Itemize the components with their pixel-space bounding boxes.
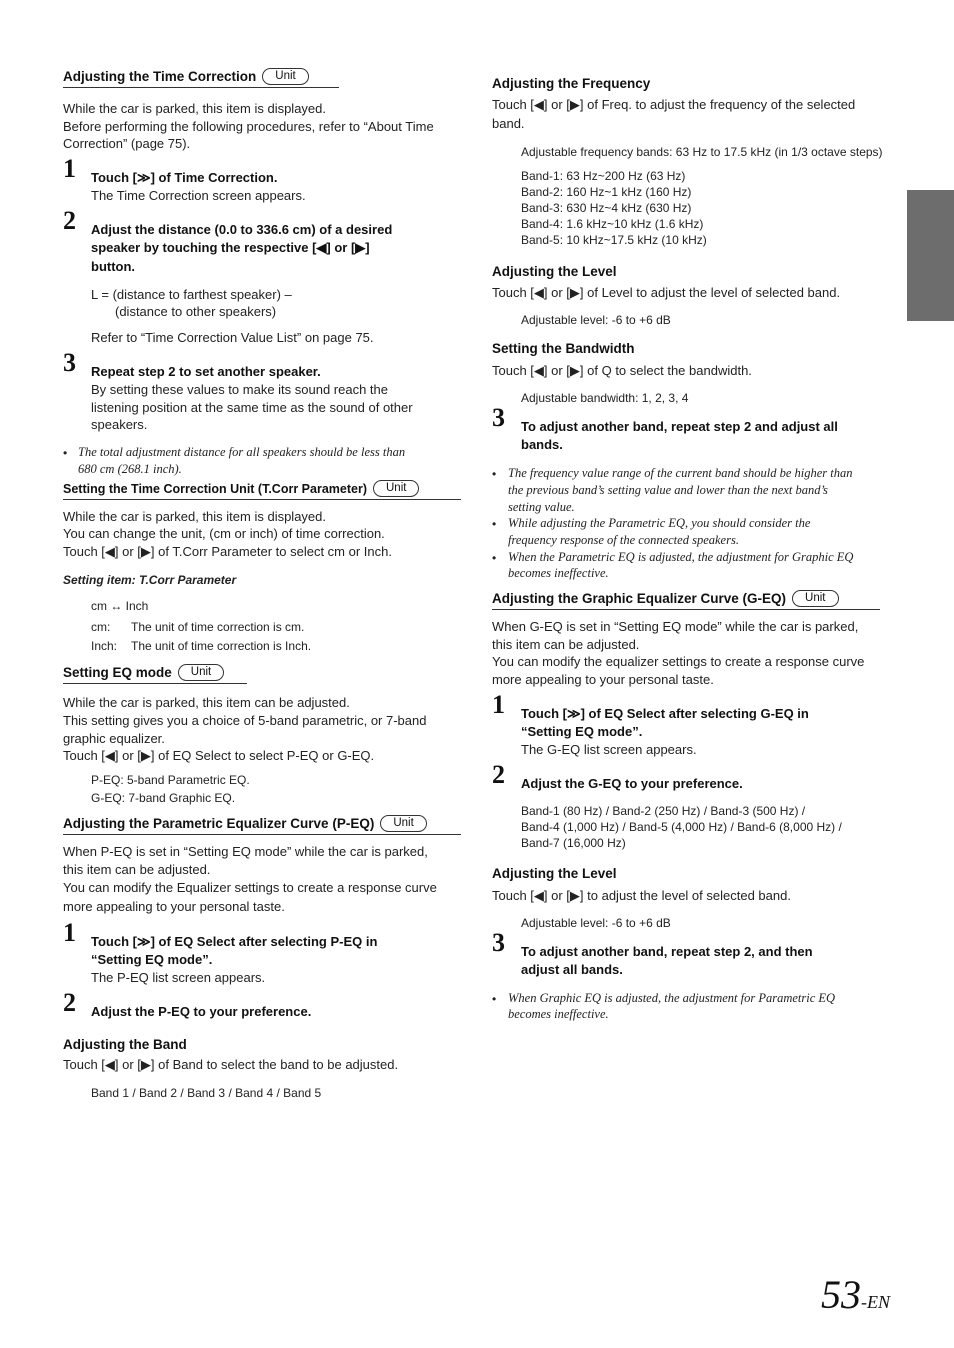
text: Adjustable bandwidth: 1, 2, 3, 4: [521, 391, 689, 405]
unit-badge: Unit: [373, 480, 419, 497]
unit-badge: Unit: [262, 68, 308, 85]
text: Touch [◀] or [▶] of Band to select the band to be adjusted.: [63, 1057, 399, 1072]
band-list: Band-1 (80 Hz) / Band-2 (250 Hz) / Band-3 (500 Hz) /: [521, 804, 806, 818]
step-title: Touch [≫] of EQ Select after selecting P-EQ in: [91, 934, 378, 949]
subheading: Setting the Bandwidth: [492, 341, 635, 356]
time-correction-heading: Adjusting the Time Correction Unit: [63, 68, 339, 88]
step-number: 1: [63, 918, 76, 947]
step-title: Adjust the P-EQ to your preference.: [91, 1004, 312, 1019]
step-title: adjust all bands.: [521, 962, 623, 977]
note: The frequency value range of the current band should be higher than: [508, 466, 853, 480]
step-desc: listening position at the same time as the sound of other: [91, 400, 413, 415]
step-desc: The P-EQ list screen appears.: [91, 970, 266, 985]
subheading: Adjusting the Level: [492, 866, 617, 881]
section-tab: [907, 190, 954, 321]
option-value: The unit of time correction is Inch.: [131, 639, 312, 653]
text: You can modify the Equalizer settings to create a response curve: [63, 880, 437, 895]
note: 680 cm (268.1 inch).: [78, 462, 182, 476]
text: When P-EQ is set in “Setting EQ mode” while the car is parked,: [63, 844, 428, 859]
step-number: 2: [63, 206, 76, 235]
bullet: •: [492, 467, 497, 481]
note: setting value.: [508, 500, 575, 514]
option: cm ↔ Inch: [91, 599, 149, 613]
formula: (distance to other speakers): [115, 304, 277, 319]
step-title: To adjust another band, repeat step 2 and adjust all: [521, 419, 838, 434]
text: You can change the unit, (cm or inch) of time correction.: [63, 526, 385, 541]
text: Touch [◀] or [▶] of Level to adjust the level of selected band.: [492, 285, 841, 300]
band-item: Band-1: 63 Hz~200 Hz (63 Hz): [521, 169, 686, 183]
text: Refer to “Time Correction Value List” on page 75.: [91, 330, 374, 345]
step-title: button.: [91, 259, 136, 274]
setting-item: Setting item: T.Corr Parameter: [63, 573, 237, 587]
text: Touch [◀] or [▶] to adjust the level of selected band.: [492, 888, 791, 903]
note: frequency response of the connected speakers.: [508, 533, 739, 547]
text: Adjustable level: -6 to +6 dB: [521, 313, 671, 327]
band-item: Band-5: 10 kHz~17.5 kHz (10 kHz): [521, 233, 707, 247]
band-item: Band-3: 630 Hz~4 kHz (630 Hz): [521, 201, 692, 215]
step-title: “Setting EQ mode”.: [91, 952, 213, 967]
text: more appealing to your personal taste.: [492, 672, 714, 687]
step-desc: The G-EQ list screen appears.: [521, 742, 697, 757]
note: The total adjustment distance for all speakers should be less than: [78, 445, 406, 459]
unit-badge: Unit: [178, 664, 224, 681]
text: While the car is parked, this item is displayed.: [63, 509, 326, 524]
step-title: Repeat step 2 to set another speaker.: [91, 364, 321, 379]
geq-heading: Adjusting the Graphic Equalizer Curve (G-EQ) Unit: [492, 590, 880, 610]
bullet: •: [492, 992, 497, 1006]
unit-badge: Unit: [380, 815, 426, 832]
band-list: Band-7 (16,000 Hz): [521, 836, 626, 850]
bullet: •: [492, 551, 497, 565]
bullet: •: [63, 446, 68, 460]
step-title: bands.: [521, 437, 563, 452]
note: becomes ineffective.: [508, 1007, 609, 1021]
option-value: The unit of time correction is cm.: [131, 620, 305, 634]
text: Adjustable level: -6 to +6 dB: [521, 916, 671, 930]
formula: L = (distance to farthest speaker) –: [91, 287, 292, 302]
band-item: Band-4: 1.6 kHz~10 kHz (1.6 kHz): [521, 217, 704, 231]
text: Correction” (page 75).: [63, 136, 191, 151]
band-list: Band-4 (1,000 Hz) / Band-5 (4,000 Hz) / Band-6 (8,000 Hz) /: [521, 820, 842, 834]
option-key: cm:: [91, 620, 111, 634]
text: Before performing the following procedures, refer to “About Time: [63, 119, 434, 134]
text: Touch [◀] or [▶] of Q to select the bandwidth.: [492, 363, 752, 378]
eq-mode-heading: Setting EQ mode Unit: [63, 664, 247, 684]
text: this item can be adjusted.: [492, 637, 640, 652]
step-title: Touch [≫] of Time Correction.: [91, 170, 278, 185]
step-title: “Setting EQ mode”.: [521, 724, 643, 739]
text: This setting gives you a choice of 5-band parametric, or 7-band: [63, 713, 427, 728]
band-item: Band-2: 160 Hz~1 kHz (160 Hz): [521, 185, 692, 199]
text: When G-EQ is set in “Setting EQ mode” while the car is parked,: [492, 619, 859, 634]
step-number: 3: [492, 403, 505, 432]
band-list: Band 1 / Band 2 / Band 3 / Band 4 / Band 5: [91, 1086, 322, 1100]
step-number: 1: [63, 154, 76, 183]
note: When Graphic EQ is adjusted, the adjustment for Parametric EQ: [508, 991, 836, 1005]
note: becomes ineffective.: [508, 566, 609, 580]
text: graphic equalizer.: [63, 731, 165, 746]
option: G-EQ: 7-band Graphic EQ.: [91, 791, 236, 805]
text: Adjustable frequency bands: 63 Hz to 17.5 kHz (in 1/3 octave steps): [521, 145, 883, 159]
page-number: 53-EN: [821, 1272, 890, 1317]
subheading: Adjusting the Level: [492, 264, 617, 279]
step-number: 3: [492, 928, 505, 957]
text: more appealing to your personal taste.: [63, 899, 285, 914]
step-title: Adjust the G-EQ to your preference.: [521, 776, 743, 791]
step-desc: The Time Correction screen appears.: [91, 188, 306, 203]
text: Touch [◀] or [▶] of EQ Select to select P-EQ or G-EQ.: [63, 748, 375, 763]
subheading: Adjusting the Band: [63, 1037, 187, 1052]
text: Touch [◀] or [▶] of Freq. to adjust the frequency of the selected: [492, 97, 856, 112]
step-number: 1: [492, 690, 505, 719]
text: this item can be adjusted.: [63, 862, 211, 877]
unit-badge: Unit: [792, 590, 838, 607]
step-number: 2: [492, 760, 505, 789]
step-number: 2: [63, 988, 76, 1017]
subheading: Adjusting the Frequency: [492, 76, 651, 91]
step-title: Adjust the distance (0.0 to 336.6 cm) of a desired: [91, 222, 393, 237]
text: Touch [◀] or [▶] of T.Corr Parameter to select cm or Inch.: [63, 544, 392, 559]
time-correction-unit-heading: Setting the Time Correction Unit (T.Corr Parameter) Unit: [63, 480, 461, 500]
peq-heading: Adjusting the Parametric Equalizer Curve (P-EQ) Unit: [63, 815, 461, 835]
step-title: speaker by touching the respective [◀] or [▶]: [91, 240, 370, 255]
bullet: •: [492, 517, 497, 531]
note: the previous band’s setting value and lower than the next band’s: [508, 483, 828, 497]
step-desc: By setting these values to make its sound reach the: [91, 382, 389, 397]
step-title: To adjust another band, repeat step 2, and then: [521, 944, 813, 959]
step-title: Touch [≫] of EQ Select after selecting G-EQ in: [521, 706, 809, 721]
text: band.: [492, 116, 525, 131]
step-number: 3: [63, 348, 76, 377]
text: You can modify the equalizer settings to create a response curve: [492, 654, 865, 669]
note: When the Parametric EQ is adjusted, the adjustment for Graphic EQ: [508, 550, 854, 564]
text: While the car is parked, this item can be adjusted.: [63, 695, 350, 710]
note: While adjusting the Parametric EQ, you should consider the: [508, 516, 811, 530]
text: While the car is parked, this item is displayed.: [63, 101, 326, 116]
option-key: Inch:: [91, 639, 118, 653]
option: P-EQ: 5-band Parametric EQ.: [91, 773, 250, 787]
step-desc: speakers.: [91, 417, 148, 432]
